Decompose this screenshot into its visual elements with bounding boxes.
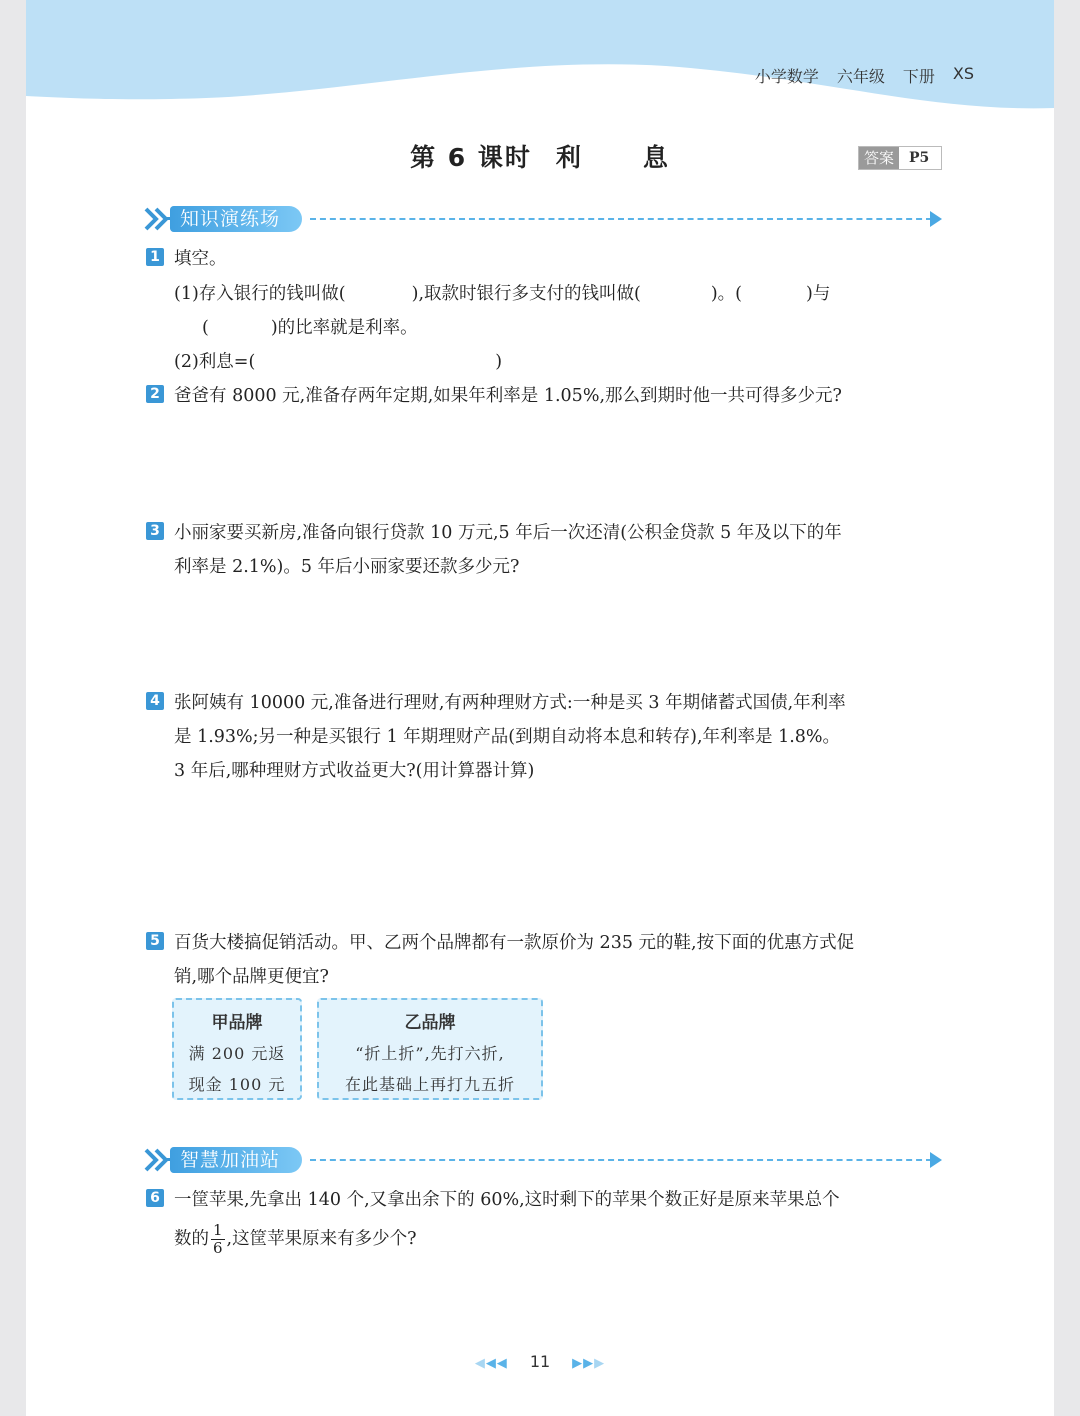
question-number-3: 3 [146, 522, 164, 540]
question-number-1: 1 [146, 248, 164, 266]
arrow-head-icon [930, 1152, 942, 1168]
brand-a-line1: 满 200 元返 [188, 1044, 286, 1063]
arrow-head-icon [930, 211, 942, 227]
q1-p1-a: (1)存入银行的钱叫做( [174, 284, 346, 304]
q1-p1-b: ),取款时银行多支付的钱叫做( [411, 284, 641, 304]
q6-line2 [174, 1222, 417, 1257]
grade-label: 六年级 [836, 67, 885, 86]
question-number-6: 6 [146, 1189, 164, 1207]
q1-part1-line2 [202, 314, 418, 339]
q1-title: 填空。 [174, 249, 227, 269]
q5-line1: 百货大楼搞促销活动。甲、乙两个品牌都有一款原价为 235 元的鞋,按下面的优惠方式促 [174, 933, 855, 953]
section-bar-bonus [144, 1146, 944, 1176]
edition-label: XS [952, 64, 974, 83]
brand-b-title: 乙品牌 [404, 1013, 456, 1033]
header-wave [26, 0, 1054, 120]
answer-page: P5 [899, 147, 941, 169]
q2-text: 爸爸有 8000 元,准备存两年定期,如果年利率是 1.05%,那么到期时他一共可得多少元? [174, 386, 842, 406]
right-triangles-icon: ▶▶ [572, 1356, 595, 1371]
right-triangles-icon: ▶ [594, 1356, 606, 1371]
question-number-5: 5 [146, 932, 164, 950]
question-number-2: 2 [146, 385, 164, 403]
answer-reference-tag [858, 146, 942, 170]
left-triangles-icon: ◀ [474, 1356, 486, 1371]
q3-line2: 利率是 2.1%)。5 年后小丽家要还款多少元? [174, 557, 520, 577]
header-meta [755, 64, 974, 87]
promo-card-brand-a [172, 998, 302, 1100]
lesson-number: 第 6 课时 [410, 143, 532, 172]
q3-line1: 小丽家要买新房,准备向银行贷款 10 万元,5 年后一次还清(公积金贷款 5 年及以下的年 [174, 523, 842, 543]
section-bar-practice [144, 205, 944, 235]
q1-part2 [174, 348, 502, 373]
subject-label: 小学数学 [754, 67, 819, 86]
q5-line2: 销,哪个品牌更便宜? [174, 967, 329, 987]
brand-a-title: 甲品牌 [211, 1013, 263, 1033]
left-triangles-icon: ◀◀ [485, 1356, 508, 1371]
section-title-practice: 知识演练场 [180, 208, 281, 230]
q6-line2-b: ,这筐苹果原来有多少个? [226, 1229, 417, 1249]
q4-line1: 张阿姨有 10000 元,准备进行理财,有两种理财方式:一种是买 3 年期储蓄式国债,年利率 [174, 693, 846, 713]
fraction-one-sixth [211, 1222, 225, 1257]
q1-p1-e: ( [202, 318, 209, 338]
q1-part1-line1 [174, 280, 830, 305]
fraction-numerator: 1 [213, 1221, 223, 1239]
section-dashed-line [310, 1159, 932, 1161]
q4-line2: 是 1.93%;另一种是买银行 1 年期理财产品(到期自动将本息和转存),年利率是 1.8%。 [174, 727, 841, 747]
question-number-4: 4 [146, 692, 164, 710]
workbook-page [26, 0, 1054, 1416]
brand-a-line2: 现金 100 元 [188, 1075, 286, 1094]
q1-p2-b: ) [495, 352, 503, 372]
promo-card-brand-b [317, 998, 543, 1100]
answer-label: 答案 [859, 147, 899, 169]
fraction-denominator: 6 [213, 1239, 223, 1257]
section-dashed-line [310, 218, 932, 220]
q1-p1-d: )与 [806, 284, 831, 304]
lesson-name-part-2: 息 [642, 143, 670, 172]
section-title-bonus: 智慧加油站 [180, 1149, 281, 1171]
q6-line1: 一筐苹果,先拿出 140 个,又拿出余下的 60%,这时剩下的苹果个数正好是原来苹果总个 [174, 1190, 840, 1210]
q1-p1-c: )。( [710, 284, 742, 304]
lesson-name-part-1: 利 [555, 143, 583, 172]
brand-b-line1: “折上折”,先打六折, [355, 1044, 505, 1063]
q6-line2-a: 数的 [174, 1229, 209, 1249]
page-footer [26, 1352, 1054, 1371]
page-number: 11 [529, 1352, 551, 1371]
brand-b-line2: 在此基础上再打九五折 [344, 1075, 515, 1094]
q1-p2-a: (2)利息=( [174, 352, 256, 372]
q1-p1-f: )的比率就是利率。 [270, 318, 418, 338]
volume-label: 下册 [902, 67, 935, 86]
q4-line3: 3 年后,哪种理财方式收益更大?(用计算器计算) [174, 761, 535, 781]
